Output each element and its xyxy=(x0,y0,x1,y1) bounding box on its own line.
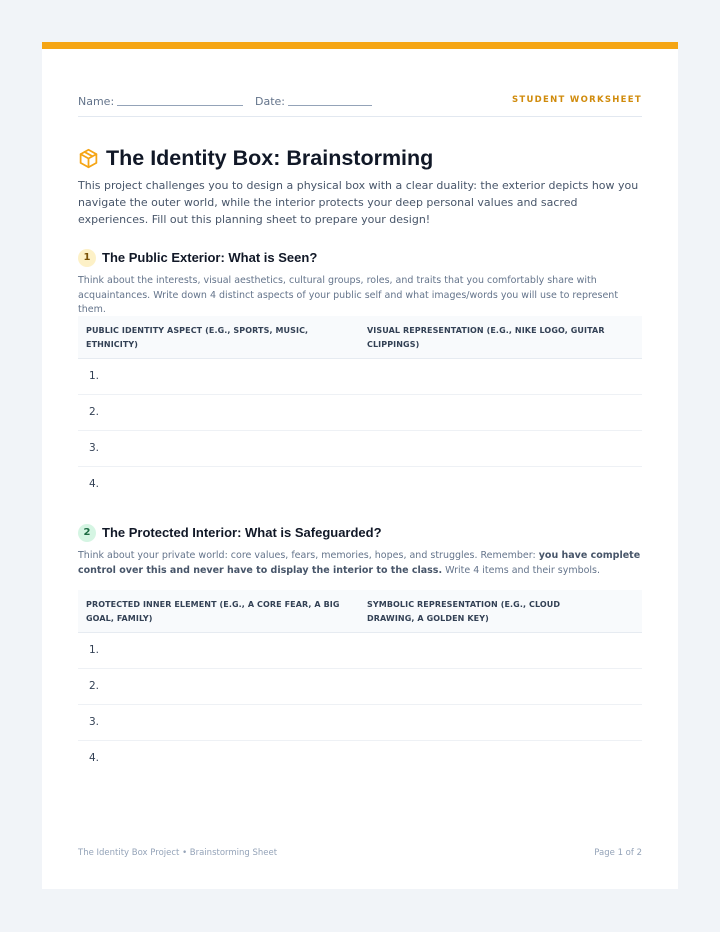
name-line[interactable] xyxy=(117,105,243,106)
table-header xyxy=(78,590,642,633)
date-label: Date: xyxy=(255,95,285,108)
column-header-aspect: PUBLIC IDENTITY ASPECT (E.G., SPORTS, MUSIC, ETHNICITY) xyxy=(86,325,309,349)
row-number: 3. xyxy=(89,442,100,454)
public-identity-table xyxy=(78,316,642,503)
section-2-description-start: Think about your private world: core values, fears, memories, hopes, and struggles. Remember: xyxy=(78,550,539,561)
table-row[interactable] xyxy=(78,431,642,467)
section-2-description-emphasis: you have complete control over this and never have to display the interior to the class. xyxy=(78,550,641,576)
section-2-number-badge: 2 xyxy=(78,524,96,542)
table-row[interactable] xyxy=(78,633,642,669)
column-header-inner-element: PROTECTED INNER ELEMENT (E.G., A CORE FEAR, A BIG GOAL, FAMILY) xyxy=(86,599,340,623)
table-row[interactable] xyxy=(78,467,642,503)
section-2-description xyxy=(78,549,642,578)
column-header-visual: VISUAL REPRESENTATION (E.G., NIKE LOGO, GUITAR CLIPPINGS) xyxy=(367,325,605,349)
row-number: 2. xyxy=(89,406,100,418)
footer-project-label: The Identity Box Project • Brainstorming Sheet xyxy=(78,848,278,858)
date-field[interactable] xyxy=(255,95,372,108)
name-field[interactable] xyxy=(78,95,243,108)
table-header xyxy=(78,316,642,359)
page-number: Page 1 of 2 xyxy=(594,848,642,858)
table-row[interactable] xyxy=(78,741,642,777)
worksheet-header xyxy=(78,87,642,117)
section-1-description: Think about the interests, visual aesthetics, cultural groups, roles, and traits that you comfortably share with acquaintances. Write down 4 distinct aspects of your public self and what images/words you will use to represent them. xyxy=(78,275,619,315)
row-number: 2. xyxy=(89,680,100,692)
protected-interior-table xyxy=(78,590,642,777)
table-row[interactable] xyxy=(78,359,642,395)
row-number: 4. xyxy=(89,752,100,764)
section-2-title: The Protected Interior: What is Safeguarded? xyxy=(102,525,382,540)
page-title: The Identity Box: Brainstorming xyxy=(106,146,434,170)
row-number: 1. xyxy=(89,644,100,656)
worksheet-type-label: STUDENT WORKSHEET xyxy=(511,95,642,105)
package-box-icon xyxy=(78,148,99,169)
row-number: 4. xyxy=(89,478,100,490)
table-row[interactable] xyxy=(78,395,642,431)
row-number: 3. xyxy=(89,716,100,728)
section-1-title: The Public Exterior: What is Seen? xyxy=(102,250,318,265)
date-line[interactable] xyxy=(288,105,372,106)
intro-paragraph: This project challenges you to design a physical box with a clear duality: the exterior depicts how you navigate the outer world, while the interior protects your deep personal values and sacred experiences. Fill out this planning sheet to prepare your design! xyxy=(78,179,639,226)
section-1-number-badge: 1 xyxy=(78,249,96,267)
worksheet-page xyxy=(42,42,678,889)
table-row[interactable] xyxy=(78,669,642,705)
section-2-description-end: Write 4 items and their symbols. xyxy=(442,564,601,576)
column-header-symbolic: SYMBOLIC REPRESENTATION (E.G., CLOUD DRAWING, A GOLDEN KEY) xyxy=(367,599,561,623)
table-row[interactable] xyxy=(78,705,642,741)
name-label: Name: xyxy=(78,95,115,108)
row-number: 1. xyxy=(89,370,100,382)
